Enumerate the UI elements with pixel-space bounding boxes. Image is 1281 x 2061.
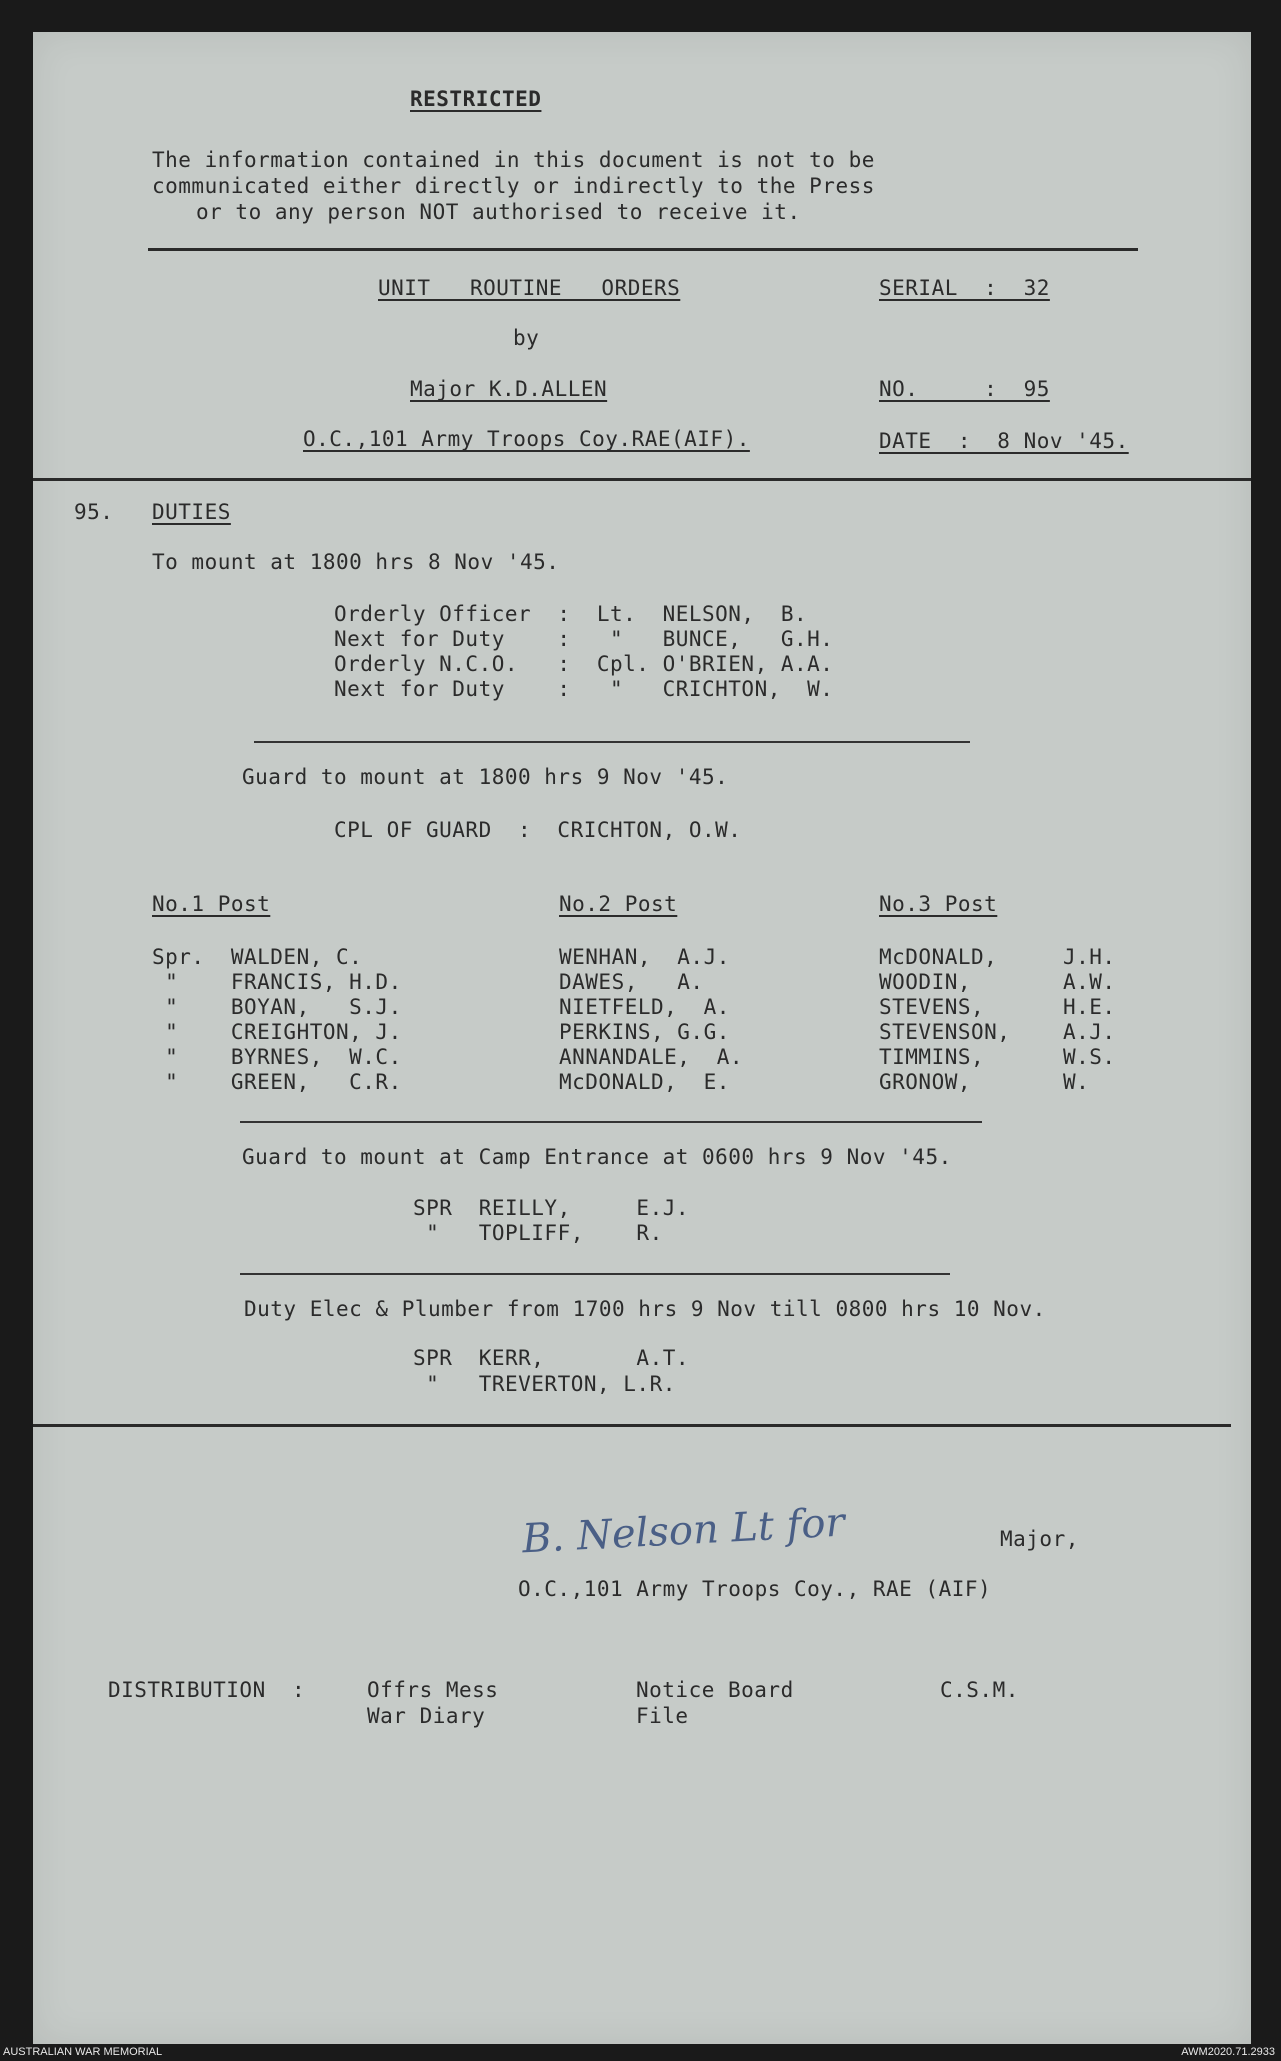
distribution-item: Offrs Mess: [367, 1678, 499, 1702]
distribution-item: C.S.M.: [940, 1678, 1019, 1702]
post-2-row: NIETFELD, A.: [559, 995, 730, 1019]
divider: [33, 1424, 1231, 1427]
distribution-item: Notice Board: [636, 1678, 794, 1702]
elec-plumber-row: " TREVERTON, L.R.: [413, 1372, 676, 1396]
divider: [148, 248, 1138, 251]
section-heading: DUTIES: [152, 500, 231, 524]
signatory-unit: O.C.,101 Army Troops Coy., RAE (AIF): [518, 1577, 992, 1601]
post-1-row: " FRANCIS, H.D.: [152, 970, 402, 994]
camp-guard-row: SPR REILLY, E.J.: [413, 1196, 690, 1220]
serial-field: SERIAL : 32: [879, 276, 1050, 300]
post-2-row: DAWES, A.: [559, 970, 704, 994]
date-field: DATE : 8 Nov '45.: [879, 429, 1129, 453]
guard-mount-line: Guard to mount at 1800 hrs 9 Nov '45.: [242, 765, 729, 789]
post-3-row: STEVENS, H.E.: [879, 995, 1116, 1019]
duty-row: Next for Duty : " BUNCE, G.H.: [334, 627, 834, 651]
handwritten-signature: B. Nelson Lt for: [521, 1499, 846, 1563]
camp-guard-row: " TOPLIFF, R.: [413, 1221, 663, 1245]
notice-line-2: communicated either directly or indirectly to the Press: [152, 174, 875, 198]
camp-entrance-line: Guard to mount at Camp Entrance at 0600 hrs 9 Nov '45.: [242, 1145, 952, 1169]
divider: [254, 741, 970, 743]
signatory-rank: Major,: [1000, 1527, 1079, 1551]
post-1-row: " GREEN, C.R.: [152, 1070, 402, 1094]
archive-credit: AUSTRALIAN WAR MEMORIAL: [3, 2046, 163, 2058]
order-number-field: NO. : 95: [879, 377, 1050, 401]
duty-row: Next for Duty : " CRICHTON, W.: [334, 677, 834, 701]
post-3-row: GRONOW, W.: [879, 1070, 1090, 1094]
unit-designation: O.C.,101 Army Troops Coy.RAE(AIF).: [303, 427, 750, 451]
post-2-row: PERKINS, G.G.: [559, 1020, 730, 1044]
accession-number: AWM2020.71.2933: [1181, 2046, 1275, 2058]
post-1-row: " CREIGHTON, J.: [152, 1020, 402, 1044]
duty-row: Orderly N.C.O. : Cpl. O'BRIEN, A.A.: [334, 652, 834, 676]
notice-line-1: The information contained in this document is not to be: [152, 148, 875, 172]
duty-elec-line: Duty Elec & Plumber from 1700 hrs 9 Nov till 0800 hrs 10 Nov.: [244, 1297, 1046, 1321]
post-2-row: WENHAN, A.J.: [559, 945, 730, 969]
duty-row: Orderly Officer : Lt. NELSON, B.: [334, 602, 808, 626]
distribution-item: File: [636, 1704, 689, 1728]
post-1-row: " BOYAN, S.J.: [152, 995, 402, 1019]
notice-line-3: or to any person NOT authorised to receive it.: [196, 200, 801, 224]
post-3-row: TIMMINS, W.S.: [879, 1045, 1116, 1069]
elec-plumber-row: SPR KERR, A.T.: [413, 1346, 690, 1370]
section-number: 95.: [74, 500, 114, 524]
post-3-row: McDONALD, J.H.: [879, 945, 1116, 969]
post-2-row: ANNANDALE, A.: [559, 1045, 744, 1069]
cpl-of-guard: CPL OF GUARD : CRICHTON, O.W.: [334, 818, 742, 842]
classification-heading: RESTRICTED: [410, 87, 542, 111]
post-1-row: " BYRNES, W.C.: [152, 1045, 402, 1069]
post-3-row: WOODIN, A.W.: [879, 970, 1116, 994]
distribution-label: DISTRIBUTION :: [108, 1678, 306, 1702]
distribution-item: War Diary: [367, 1704, 486, 1728]
divider: [240, 1273, 950, 1275]
post-1-title: No.1 Post: [152, 892, 271, 916]
divider: [33, 478, 1251, 481]
post-2-row: McDONALD, E.: [559, 1070, 730, 1094]
by-label: by: [513, 326, 540, 350]
mount-line: To mount at 1800 hrs 8 Nov '45.: [152, 550, 560, 574]
post-3-row: STEVENSON, A.J.: [879, 1020, 1116, 1044]
post-1-row: Spr. WALDEN, C.: [152, 945, 363, 969]
divider: [240, 1121, 982, 1123]
document-title: UNIT ROUTINE ORDERS: [378, 276, 681, 300]
post-3-title: No.3 Post: [879, 892, 998, 916]
post-2-title: No.2 Post: [559, 892, 678, 916]
issuing-officer: Major K.D.ALLEN: [410, 377, 608, 401]
